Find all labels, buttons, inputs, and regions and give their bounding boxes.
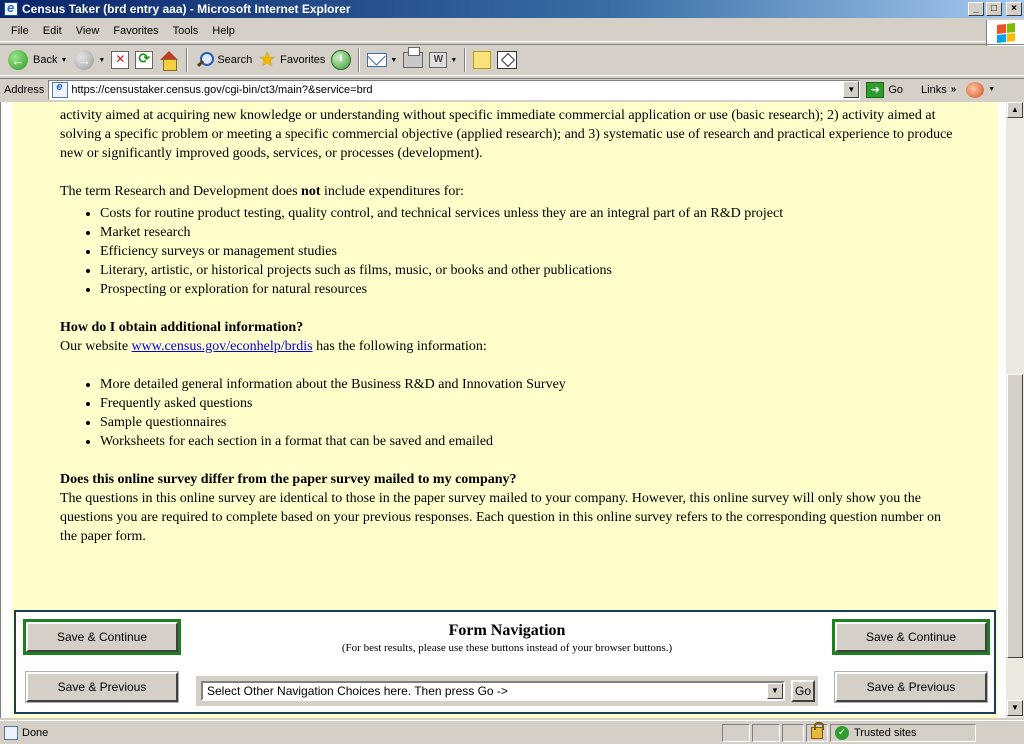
- address-label: Address: [4, 83, 45, 96]
- ie-icon: [4, 2, 18, 16]
- search-icon: [195, 51, 213, 69]
- search-label: Search: [217, 54, 253, 66]
- edit-page-icon: W: [429, 52, 447, 68]
- refresh-icon: [135, 51, 153, 69]
- scroll-down-icon[interactable]: ▼: [1007, 700, 1023, 716]
- diff-heading-text: Does this online survey differ from the paper survey mailed to my company?: [60, 472, 517, 487]
- page-content: [12, 102, 998, 610]
- edit-button[interactable]: [426, 46, 460, 74]
- address-dropdown-icon[interactable]: ▼: [843, 81, 859, 98]
- discuss-button[interactable]: [470, 46, 494, 74]
- toolbar-separator: [464, 48, 466, 72]
- stop-icon: [111, 51, 129, 69]
- rd-exclusion-list: [70, 204, 920, 299]
- address-url[interactable]: https://censustaker.census.gov/cgi-bin/ct3/main?&service=brd: [71, 83, 373, 96]
- menu-favorites[interactable]: Favorites: [113, 24, 159, 37]
- print-button[interactable]: [400, 46, 426, 74]
- toolbar: [0, 44, 1024, 76]
- window-title: Census Taker (brd entry aaa) - Microsoft Internet Explorer: [22, 2, 351, 16]
- status-text: Done: [22, 726, 49, 739]
- toolbar-separator: [358, 48, 360, 72]
- home-icon: [159, 51, 179, 69]
- list-item: • Frequently asked questions: [100, 394, 920, 413]
- chevron-right-icon: »: [950, 84, 957, 95]
- maximize-button[interactable]: □: [986, 2, 1002, 16]
- status-main: [0, 726, 720, 740]
- list-item: • More detailed general information about the Business R&D and Innovation Survey: [100, 375, 920, 394]
- back-button[interactable]: [4, 46, 70, 74]
- info-heading-text: How do I obtain additional information?: [60, 320, 304, 335]
- form-navigation-subtitle: (For best results, please use these buttons instead of your browser buttons.): [341, 642, 673, 654]
- windows-logo: [986, 20, 1024, 46]
- save-previous-button-left[interactable]: Save & Previous: [26, 672, 178, 702]
- form-navigation-panel: [12, 610, 998, 718]
- intro-paragraph: activity aimed at acquiring new knowledge or understanding without specific immediate commercial application or use (basic research); 2) activity aimed at solving a specific problem or meeting a specific commercial objective (applied research); and 3) systematic use of research and practical experience to produce new or significantly improved goods, services, or processes (development).: [60, 108, 953, 161]
- save-previous-button-right[interactable]: Save & Previous: [835, 672, 987, 702]
- back-label: Back: [33, 54, 58, 66]
- vertical-scrollbar[interactable]: [1006, 102, 1024, 718]
- history-icon: [331, 50, 351, 70]
- addon-button[interactable]: [966, 82, 995, 98]
- info-list: [70, 375, 920, 451]
- list-item: • Costs for routine product testing, quality control, and technical services unless they are an integral part of an R&D project: [100, 204, 920, 223]
- messenger-button[interactable]: [494, 46, 520, 74]
- diff-heading: [60, 470, 960, 489]
- status-bar: [0, 720, 1024, 744]
- navigation-go-button[interactable]: Go: [791, 680, 815, 702]
- addon-dropdown-icon[interactable]: ▼: [988, 86, 996, 93]
- menu-view[interactable]: View: [75, 24, 100, 37]
- rd-prefix: The term Research and Development does: [60, 184, 302, 199]
- page-icon: [52, 82, 68, 98]
- menu-tools[interactable]: Tools: [172, 24, 199, 37]
- title-bar: [0, 0, 1024, 18]
- favorites-label: Favorites: [280, 54, 326, 66]
- refresh-button[interactable]: [132, 46, 156, 74]
- rd-suffix: include expenditures for:: [320, 184, 464, 199]
- scroll-thumb[interactable]: [1007, 374, 1023, 658]
- form-navigation-box: [14, 610, 996, 714]
- home-button[interactable]: [156, 46, 182, 74]
- save-continue-button-left[interactable]: Save & Continue: [26, 622, 178, 652]
- navigation-choice-select[interactable]: [201, 681, 785, 701]
- list-item: • Literary, artistic, or historical projects such as films, music, or books and other publications: [100, 261, 920, 280]
- list-item: • Sample questionnaires: [100, 413, 920, 432]
- address-input[interactable]: [48, 80, 860, 100]
- zone-label: Trusted sites: [854, 726, 917, 739]
- note-icon: [473, 51, 491, 69]
- security-lock[interactable]: [806, 724, 828, 742]
- windows-flag-icon: [997, 23, 1015, 43]
- search-button[interactable]: [192, 46, 255, 74]
- menu-edit[interactable]: Edit: [42, 24, 62, 37]
- edit-dropdown-icon[interactable]: ▼: [450, 56, 458, 64]
- info-prefix: Our website: [60, 339, 132, 354]
- navigation-choice-row: [196, 676, 818, 706]
- info-paragraph: [60, 337, 960, 356]
- forward-dropdown-icon[interactable]: ▼: [98, 56, 106, 64]
- address-go-button[interactable]: [866, 82, 903, 98]
- status-page-icon: [4, 726, 18, 740]
- go-label: Go: [888, 83, 904, 96]
- form-navigation-title: Form Navigation: [448, 622, 566, 639]
- mail-icon: [367, 53, 387, 67]
- save-continue-button-right[interactable]: Save & Continue: [835, 622, 987, 652]
- star-icon: ★: [258, 49, 277, 71]
- status-cell: [752, 724, 780, 742]
- trusted-check-icon: ✓: [835, 726, 849, 740]
- list-item: • Worksheets for each section in a format that can be saved and emailed: [100, 432, 920, 451]
- list-item: • Prospecting or exploration for natural resources: [100, 280, 920, 299]
- info-suffix: has the following information:: [312, 339, 487, 354]
- window-controls: [968, 2, 1022, 16]
- minimize-button[interactable]: _: [968, 2, 984, 16]
- toolbar-separator: [186, 48, 188, 72]
- list-item: • Market research: [100, 223, 920, 242]
- history-button[interactable]: [328, 46, 354, 74]
- lock-icon: [811, 727, 823, 739]
- back-arrow-icon: ←: [8, 50, 28, 70]
- chevron-down-icon[interactable]: ▼: [767, 683, 783, 699]
- back-dropdown-icon[interactable]: ▼: [60, 56, 68, 64]
- links-button[interactable]: [921, 84, 956, 96]
- address-bar: [0, 78, 1024, 100]
- list-item: • Efficiency surveys or management studies: [100, 242, 920, 261]
- census-website-link[interactable]: www.census.gov/econhelp/brdis: [131, 339, 313, 354]
- scroll-up-icon[interactable]: ▲: [1007, 102, 1023, 118]
- messenger-icon: [497, 51, 517, 69]
- security-zone[interactable]: [830, 724, 976, 742]
- forward-button[interactable]: [70, 46, 108, 74]
- status-cell: [722, 724, 750, 742]
- menu-file[interactable]: File: [11, 24, 29, 37]
- printer-icon: [403, 52, 423, 68]
- favorites-button[interactable]: [255, 46, 328, 74]
- navigation-choice-value: Select Other Navigation Choices here. Then press Go ->: [207, 684, 508, 698]
- menu-bar: [0, 20, 1024, 42]
- page-viewport: [0, 102, 1006, 718]
- menu-help[interactable]: Help: [212, 24, 235, 37]
- mail-dropdown-icon[interactable]: ▼: [390, 56, 398, 64]
- forward-arrow-icon: →: [74, 50, 94, 70]
- addon-icon: [966, 82, 984, 98]
- mail-button[interactable]: [364, 46, 400, 74]
- diff-paragraph: The questions in this online survey are identical to those in the paper survey mailed to your company. However, this online survey will only show you the questions you are required to complete based on your previous responses. Each question in this online survey refers to the corresponding question number on the paper form.: [60, 491, 942, 544]
- close-button[interactable]: ×: [1006, 2, 1022, 16]
- links-label: Links: [921, 83, 947, 96]
- status-cell: [782, 724, 804, 742]
- rd-not: not: [301, 184, 321, 199]
- info-heading: [60, 318, 960, 337]
- rd-definition: [60, 182, 960, 201]
- go-arrow-icon: ➜: [866, 82, 884, 98]
- stop-button[interactable]: [108, 46, 132, 74]
